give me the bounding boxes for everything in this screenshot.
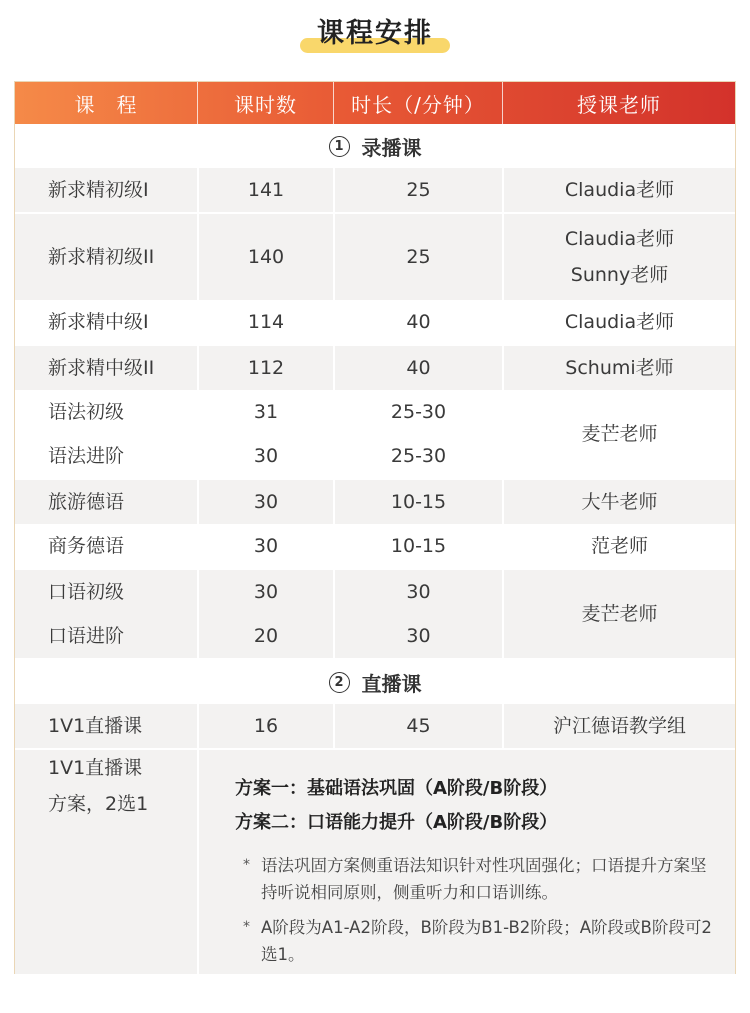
- table-row-course: 口语进阶: [48, 625, 125, 647]
- table-row-teacher: 大牛老师: [581, 491, 658, 513]
- plan-course-line1: 1V1直播课: [48, 757, 143, 779]
- table-row-hours: 141: [247, 179, 285, 201]
- table-row-hours: 112: [247, 357, 285, 379]
- table-header: [15, 82, 735, 124]
- asterisk-icon: *: [243, 919, 250, 935]
- plan-one-title: 方案一：基础语法巩固（A阶段/B阶段）: [235, 778, 558, 799]
- table-row-hours: 30: [253, 581, 279, 603]
- table-row-duration: 25: [406, 246, 431, 268]
- asterisk-icon: *: [243, 857, 250, 873]
- table-row-course: 语法进阶: [48, 445, 125, 467]
- table-row-hours: 16: [253, 715, 279, 737]
- table-row-course: 1V1直播课: [48, 715, 143, 737]
- header-hours: 课时数: [234, 92, 297, 117]
- table-row-teacher: [504, 214, 735, 300]
- table-row-course: 口语初级: [48, 581, 125, 603]
- table-row-duration: 10-15: [390, 535, 447, 557]
- table-row-course: 商务德语: [48, 535, 125, 557]
- circle-number-1: 1: [329, 136, 350, 157]
- table-row-duration: 25-30: [390, 401, 447, 423]
- table-row-course: 新求精中级I: [48, 311, 149, 333]
- plan-note-text: 语法巩固方案侧重语法知识针对性巩固强化；口语提升方案坚持听说相同原则，侧重听力和口语训练。: [261, 856, 707, 902]
- table-row-duration: 25: [406, 179, 431, 201]
- plan-course-cell: [15, 750, 197, 974]
- table-row-course: 旅游德语: [48, 491, 125, 513]
- section-recorded: [15, 124, 735, 168]
- header-course: 课 程: [74, 92, 138, 117]
- table-row-teacher: Claudia老师: [564, 311, 675, 333]
- plan-two-title: 方案二：口语能力提升（A阶段/B阶段）: [235, 812, 558, 833]
- table-row-duration: 45: [406, 715, 431, 737]
- plan-note: [235, 852, 715, 906]
- table-row-hours: 20: [253, 625, 279, 647]
- teacher-name: Sunny老师: [570, 264, 669, 286]
- plan-note: [235, 914, 715, 968]
- table-row-hours: 31: [253, 401, 279, 423]
- circle-number-2: 2: [329, 672, 350, 693]
- table-row-duration: 25-30: [390, 445, 447, 467]
- table-row-course: 新求精初级II: [48, 246, 155, 268]
- teacher-name: Claudia老师: [564, 228, 675, 250]
- section-recorded-label: 录播课: [361, 135, 422, 160]
- table-row-duration: 30: [406, 581, 431, 603]
- table-row-duration: 40: [406, 357, 431, 379]
- table-row-course: 语法初级: [48, 401, 125, 423]
- table-row-teacher: 范老师: [590, 535, 648, 557]
- table-row-course: 新求精中级II: [48, 357, 155, 379]
- header-duration: 时长（/分钟）: [351, 92, 485, 117]
- table-row-duration: 30: [406, 625, 431, 647]
- table-row-teacher: Schumi老师: [565, 357, 674, 379]
- table-row-hours: 140: [247, 246, 285, 268]
- plan-details: [235, 772, 715, 968]
- table-row-teacher-merged: 麦芒老师: [581, 603, 658, 625]
- table-row-hours: 30: [253, 491, 279, 513]
- table-row-duration: 10-15: [390, 491, 447, 513]
- table-row-hours: 30: [253, 445, 279, 467]
- table-row-hours: 30: [253, 535, 279, 557]
- section-live: [15, 660, 735, 704]
- table-row-hours: 114: [247, 311, 285, 333]
- table-row-course: 新求精初级I: [48, 179, 149, 201]
- plan-course-line2: 方案，2选1: [48, 793, 149, 815]
- page-title: 课程安排: [317, 18, 433, 49]
- table-row-teacher: 沪江德语教学组: [552, 715, 686, 737]
- header-teacher: 授课老师: [577, 92, 661, 117]
- section-live-label: 直播课: [361, 671, 422, 696]
- title-area: [0, 14, 750, 58]
- plan-note-text: A阶段为A1-A2阶段，B阶段为B1-B2阶段；A阶段或B阶段可2选1。: [261, 918, 712, 964]
- table-row-duration: 40: [406, 311, 431, 333]
- table-row-teacher-merged: 麦芒老师: [581, 423, 658, 445]
- schedule-table: [14, 81, 736, 974]
- table-row-teacher: Claudia老师: [564, 179, 675, 201]
